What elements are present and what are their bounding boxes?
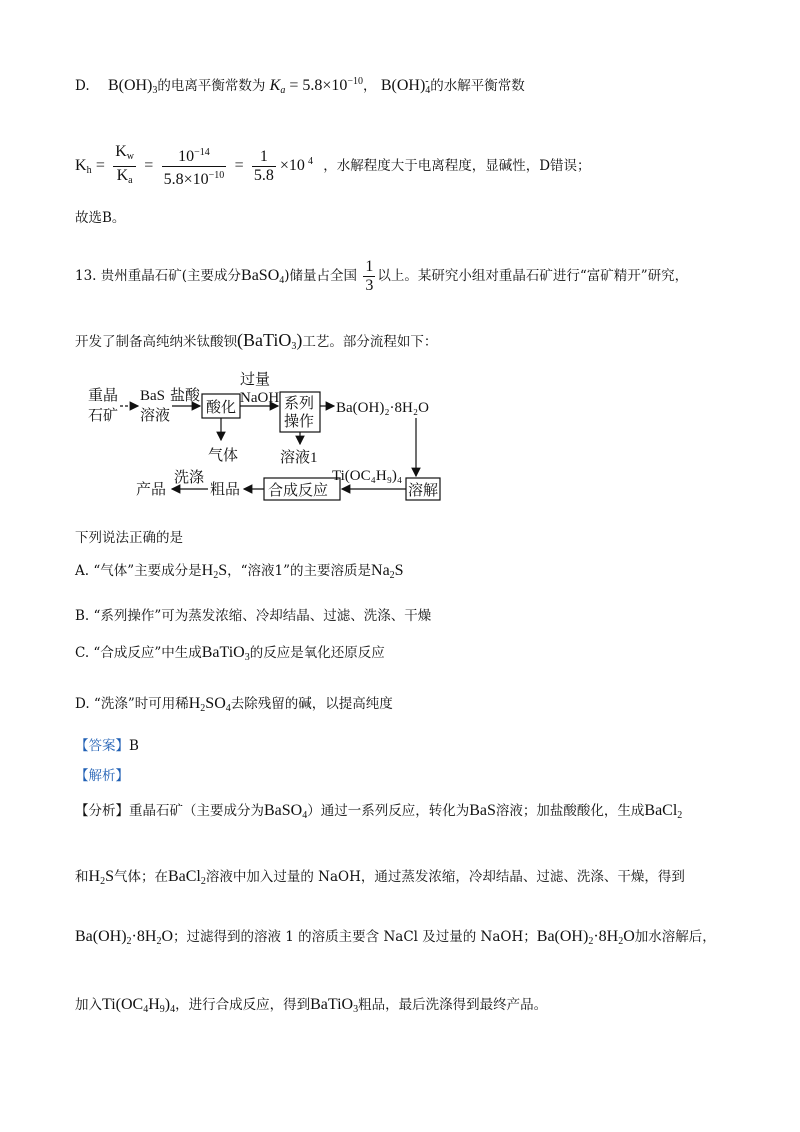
equals: = (234, 157, 244, 174)
text: 粗品，最后洗涤得到最终产品。 (358, 997, 548, 1013)
analysis-line-3 (75, 926, 716, 953)
text: 以上。某研究小组对重晶石矿进行“富矿精开”研究， (377, 268, 689, 284)
text: 开发了制备高纯纳米钛酸钡 (75, 334, 237, 350)
equals: = (144, 157, 154, 174)
synth-label: 合成反应 (268, 483, 329, 499)
excess-label: 过量 (240, 372, 271, 388)
formula-bas: BaS (469, 802, 496, 819)
text: 溶液中加入过量的 NaOH，通过蒸发浓缩，冷却结晶、过滤、洗涤、干燥，得到 (205, 869, 685, 885)
formula-baoh2-hydrate: $Ba(OH)_2\cdot 8H_2O$ (536, 928, 635, 947)
text: D. “洗涤”时可用稀 (75, 696, 189, 712)
text: 加入 (75, 997, 102, 1013)
formula-na2s: $Na_2S$ (371, 562, 404, 581)
formula-batio3: BaTiO$_3$ (201, 644, 250, 663)
text: )储量占全国 (284, 268, 358, 284)
fraction-kw-ka: $\frac{K_w}{K_a}$ (115, 143, 134, 186)
text: 重晶石矿（主要成分为 (129, 803, 264, 819)
q13-line1 (75, 258, 688, 295)
question-prompt: 下列说法正确的是 (75, 530, 183, 546)
answer-value: B (129, 738, 139, 754)
text: 13. 贵州重晶石矿(主要成分 (75, 268, 242, 284)
ore-label-2: 石矿 (88, 408, 119, 424)
option-b[interactable]: B. “系列操作”可为蒸发浓缩、冷却结晶、过滤、洗涤、干燥 (75, 608, 432, 624)
hcl-label: 盐酸 (170, 388, 201, 404)
q13-line2 (75, 330, 437, 357)
text: 和 (75, 869, 89, 885)
text: A. “气体”主要成分是 (75, 563, 202, 579)
text: 去除残留的碱，以提高纯度 (230, 696, 393, 712)
series-label-2: 操作 (284, 414, 315, 430)
ti-reagent-label: Ti(OC₄H₉)₄ (332, 468, 403, 484)
answer-line (75, 736, 139, 756)
analysis-line-2 (75, 866, 685, 893)
formula-h2s: $H_2S$ (88, 868, 114, 887)
option-c[interactable] (75, 642, 385, 669)
wash-label: 洗涤 (174, 470, 205, 486)
text: ， (363, 78, 377, 94)
equals: = (95, 157, 105, 174)
crude-label: 粗品 (210, 482, 241, 498)
solution1-label: 溶液1 (280, 450, 318, 466)
bas-label: BaS (140, 388, 166, 404)
text: ，进行合成反应，得到 (175, 997, 311, 1013)
analysis-line-1 (75, 800, 682, 827)
analysis-sub-tag: 【分析】 (75, 803, 129, 819)
kh-symbol: $K_h$ (75, 157, 92, 176)
option-a[interactable] (75, 560, 404, 587)
formula-boh4: B(OH) - 4 (380, 76, 431, 97)
formula-bacl2: BaCl$_2$ (167, 868, 206, 887)
fraction-values: $\frac{10^{-14}}{5.8\times 10^{-10}}$ (162, 144, 227, 189)
solution-label: 溶液 (140, 408, 171, 424)
process-flow-diagram (80, 370, 460, 505)
text: ，“溶液1”的主要溶质是 (227, 563, 372, 579)
formula-bacl2: BaCl$_2$ (644, 802, 683, 821)
formula-boh3: $B(OH)_3$ (107, 77, 158, 96)
fraction-result: $\frac{1}{5.8}$ (253, 148, 274, 184)
conclusion-text: ，水解程度大于电离程度，显碱性，D错误； (323, 158, 591, 174)
acidify-label: 酸化 (206, 400, 237, 416)
formula-batio3: BaTiO$_3$ (310, 996, 359, 1015)
text: 的电离平衡常数为 (157, 78, 266, 94)
baoh2-label: Ba(OH)₂·8H₂O (336, 400, 429, 416)
fraction-one-third: $\frac{1}{3}$ (365, 258, 374, 294)
formula-h2s: $H_2S$ (201, 562, 228, 581)
kh-equation (75, 142, 591, 191)
formula-baoh2-hydrate: $Ba(OH)_2\cdot 8H_2O$ (75, 928, 173, 947)
formula-baso4: BaSO$_4$ (241, 267, 285, 286)
option-d[interactable] (75, 693, 393, 720)
text: ；过滤得到的溶液 1 的溶质主要含 NaCl 及过量的 NaOH； (173, 929, 537, 945)
series-label-1: 系列 (284, 396, 315, 412)
answer-tag: 【答案】 (75, 738, 129, 754)
text: C. “合成反应”中生成 (75, 645, 202, 661)
gas-label: 气体 (208, 448, 239, 464)
formula-batio3: (BaTiO$_3$) (237, 330, 303, 352)
text: 的反应是氧化还原反应 (249, 645, 385, 661)
text: 气体；在 (113, 869, 168, 885)
ka-expression: $K_a = 5.8\times 10^{-10}$ (269, 76, 364, 96)
power-term: ×10 $^4$ (279, 156, 313, 174)
option-label: D. (75, 78, 90, 94)
text: 工艺。部分流程如下： (302, 334, 438, 350)
text: 溶液；加盐酸酸化，生成 (495, 803, 645, 819)
analysis-tag: 【解析】 (75, 768, 129, 784)
formula-ti-butoxide: $Ti(OC_4H_9)_4$ (102, 996, 176, 1015)
naoh-label: NaOH (240, 390, 280, 406)
product-label: 产品 (136, 482, 167, 498)
formula-baso4: BaSO$_4$ (264, 802, 308, 821)
option-d-prev-line (75, 72, 525, 101)
ore-label-1: 重晶 (88, 388, 119, 404)
text: 加水溶解后， (634, 929, 716, 945)
choose-line: 故选B。 (75, 210, 126, 226)
formula-h2so4: $H_2SO_4$ (188, 695, 231, 714)
analysis-line-4 (75, 994, 547, 1021)
text: 的水解平衡常数 (430, 78, 525, 94)
dissolve-label: 溶解 (408, 483, 439, 499)
text: ）通过一系列反应，转化为 (307, 803, 470, 819)
